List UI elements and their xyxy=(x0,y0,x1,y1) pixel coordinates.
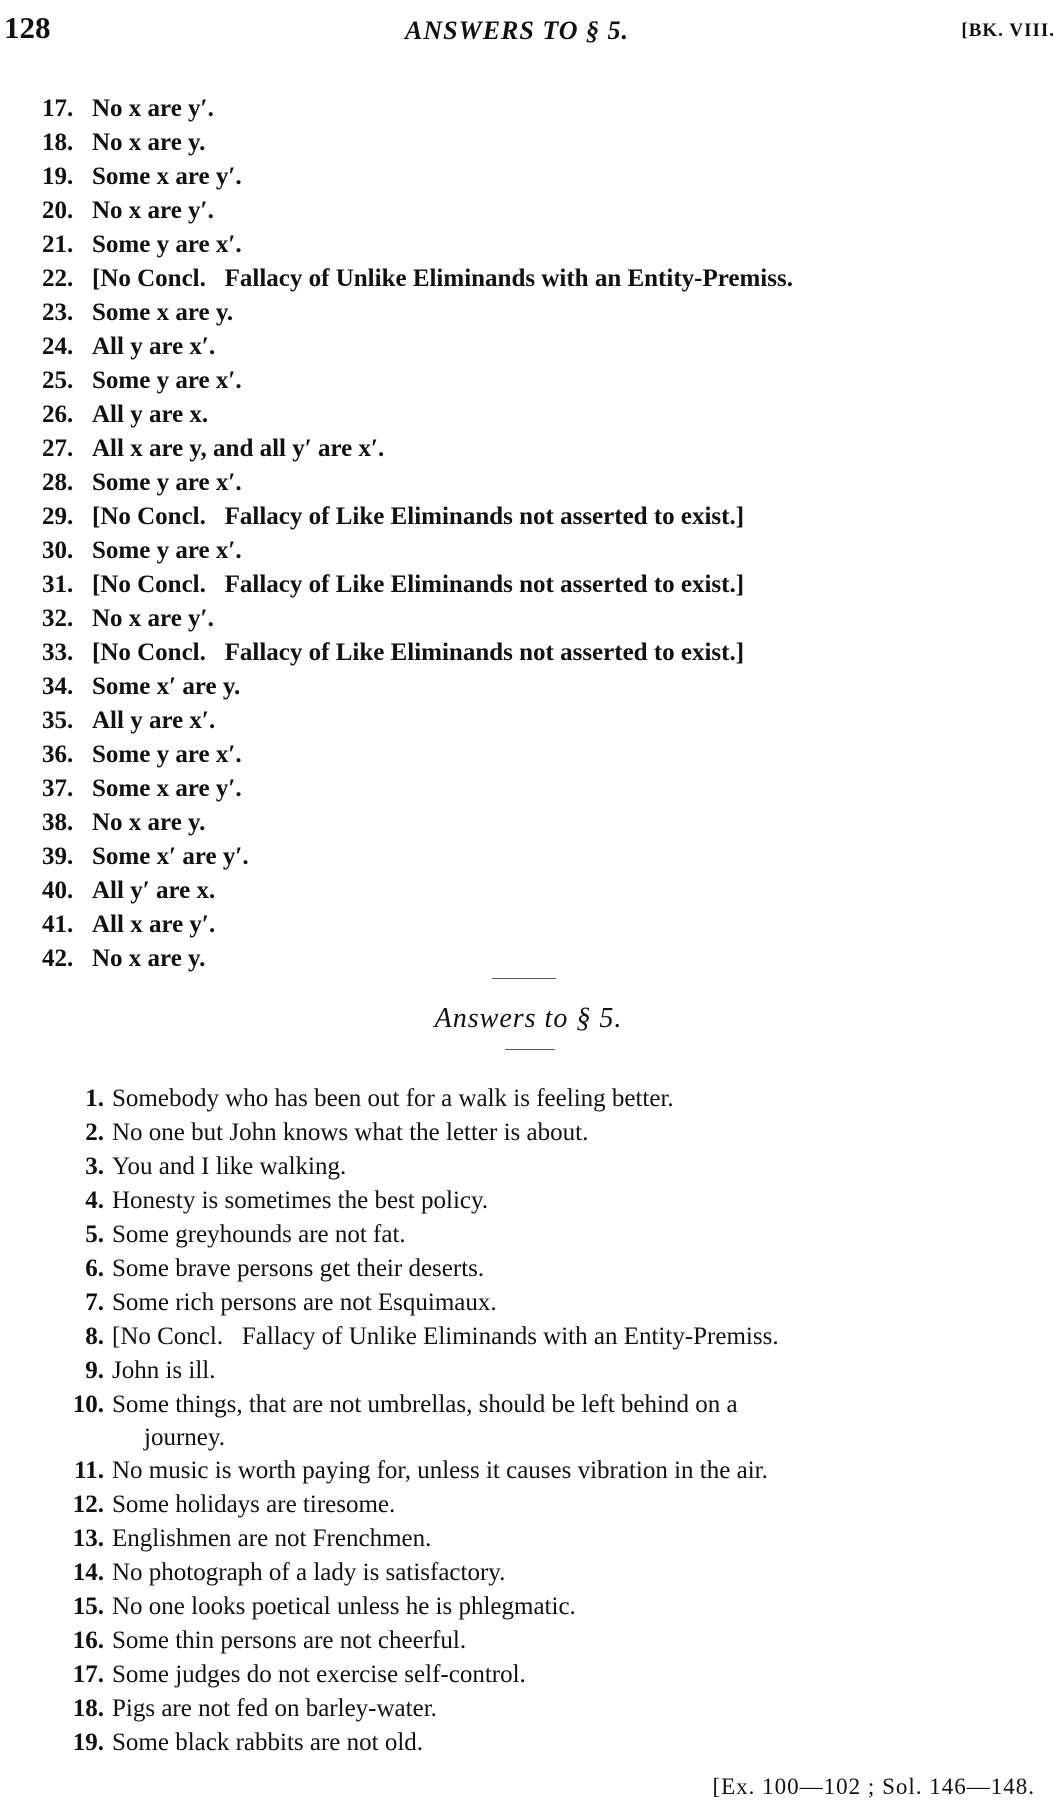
item-number: 23. xyxy=(42,299,74,326)
item-text: Englishmen are not Frenchmen. xyxy=(112,1525,432,1552)
answers-list-part2 xyxy=(52,1082,1057,1760)
list-item xyxy=(42,942,1052,976)
list-item xyxy=(42,908,1052,942)
item-text: [No Concl. Fallacy of Unlike Eliminands with an Entity-Premiss. xyxy=(112,1323,779,1350)
list-item xyxy=(52,1286,1057,1320)
item-number: 40. xyxy=(42,877,74,904)
list-item xyxy=(52,1556,1057,1590)
item-text: Some brave persons get their deserts. xyxy=(112,1255,485,1282)
item-number: 22. xyxy=(42,265,74,292)
list-item xyxy=(42,262,1052,296)
section-divider xyxy=(492,978,556,979)
list-item xyxy=(42,806,1052,840)
item-text: All x are y, and all y′ are x′. xyxy=(92,435,385,462)
item-number: 28. xyxy=(42,469,74,496)
item-number: 19. xyxy=(42,163,74,190)
item-number: 19. xyxy=(72,1729,104,1756)
item-text: No music is worth paying for, unless it causes vibration in the air. xyxy=(112,1457,768,1484)
list-item xyxy=(42,534,1052,568)
list-item xyxy=(42,160,1052,194)
list-item xyxy=(52,1116,1057,1150)
item-text: Pigs are not fed on barley-water. xyxy=(112,1695,437,1722)
item-text: Some x′ are y. xyxy=(92,673,241,700)
list-item xyxy=(42,874,1052,908)
item-number: 32. xyxy=(42,605,74,632)
item-text: No x are y. xyxy=(92,945,206,972)
item-number: 20. xyxy=(42,197,74,224)
item-text: All y are x′. xyxy=(92,707,216,734)
list-item xyxy=(42,670,1052,704)
item-text: Some greyhounds are not fat. xyxy=(112,1221,406,1248)
item-text: Some x are y′. xyxy=(92,163,242,190)
item-text: Some judges do not exercise self-control. xyxy=(112,1661,526,1688)
item-text: No x are y. xyxy=(92,129,206,156)
item-number: 36. xyxy=(42,741,74,768)
item-number: 33. xyxy=(42,639,74,666)
list-item xyxy=(42,194,1052,228)
item-text: You and I like walking. xyxy=(112,1153,347,1180)
item-number: 4. xyxy=(85,1187,104,1214)
item-text: Some holidays are tiresome. xyxy=(112,1491,396,1518)
item-text: Some thin persons are not cheerful. xyxy=(112,1627,467,1654)
item-number: 18. xyxy=(72,1695,104,1722)
list-item xyxy=(42,738,1052,772)
list-item xyxy=(42,466,1052,500)
item-text: No x are y′. xyxy=(92,197,214,224)
list-item xyxy=(52,1692,1057,1726)
item-text: Some y are x′. xyxy=(92,367,242,394)
item-number: 13. xyxy=(72,1525,104,1552)
page-header xyxy=(0,8,1057,58)
item-number: 26. xyxy=(42,401,74,428)
item-number: 7. xyxy=(85,1289,104,1316)
list-item xyxy=(52,1082,1057,1116)
item-text: No one but John knows what the letter is about. xyxy=(112,1119,589,1146)
item-number: 31. xyxy=(42,571,74,598)
item-number: 35. xyxy=(42,707,74,734)
item-text: Somebody who has been out for a walk is feeling better. xyxy=(112,1085,674,1112)
list-item xyxy=(42,330,1052,364)
item-number: 42. xyxy=(42,945,74,972)
item-text: [No Concl. Fallacy of Unlike Eliminands with an Entity-Premiss. xyxy=(92,265,793,292)
item-text: Honesty is sometimes the best policy. xyxy=(112,1187,489,1214)
item-text: Some y are x′. xyxy=(92,537,242,564)
item-number: 3. xyxy=(85,1153,104,1180)
item-text: No photograph of a lady is satisfactory. xyxy=(112,1559,506,1586)
item-number: 27. xyxy=(42,435,74,462)
item-text: Some y are x′. xyxy=(92,741,242,768)
item-text: No x are y. xyxy=(92,809,206,836)
item-text: No one looks poetical unless he is phlegmatic. xyxy=(112,1593,576,1620)
item-number: 11. xyxy=(74,1457,104,1484)
item-number: 29. xyxy=(42,503,74,530)
list-item xyxy=(42,398,1052,432)
item-text: All y are x′. xyxy=(92,333,216,360)
item-number: 41. xyxy=(42,911,74,938)
list-item xyxy=(52,1624,1057,1658)
item-number: 39. xyxy=(42,843,74,870)
list-item xyxy=(42,840,1052,874)
list-item xyxy=(42,568,1052,602)
list-item xyxy=(42,772,1052,806)
item-number: 2. xyxy=(85,1119,104,1146)
item-text: Some things, that are not umbrellas, should be left behind on a xyxy=(112,1391,738,1418)
item-number: 25. xyxy=(42,367,74,394)
list-item xyxy=(42,704,1052,738)
item-number: 12. xyxy=(72,1491,104,1518)
item-number: 34. xyxy=(42,673,74,700)
item-text: Some rich persons are not Esquimaux. xyxy=(112,1289,497,1316)
list-item xyxy=(42,500,1052,534)
item-text: John is ill. xyxy=(112,1357,216,1384)
list-item xyxy=(42,126,1052,160)
list-item xyxy=(52,1218,1057,1252)
list-item xyxy=(52,1388,1057,1454)
item-text: All x are y′. xyxy=(92,911,216,938)
item-text: [No Concl. Fallacy of Like Eliminands not asserted to exist.] xyxy=(92,503,745,530)
list-item xyxy=(52,1354,1057,1388)
footer-reference: [Ex. 100—102 ; Sol. 146—148. xyxy=(712,1774,1035,1799)
item-number: 6. xyxy=(85,1255,104,1282)
answers-list-part1 xyxy=(42,92,1052,976)
item-text: Some x′ are y′. xyxy=(92,843,249,870)
item-number: 9. xyxy=(85,1357,104,1384)
section-title: Answers to § 5. xyxy=(434,1003,623,1034)
item-number: 37. xyxy=(42,775,74,802)
item-text: [No Concl. Fallacy of Like Eliminands not asserted to exist.] xyxy=(92,571,745,598)
item-text: All y′ are x. xyxy=(92,877,216,904)
item-number: 18. xyxy=(42,129,74,156)
item-text: Some x are y. xyxy=(92,299,234,326)
list-item xyxy=(42,432,1052,466)
item-text: Some black rabbits are not old. xyxy=(112,1729,424,1756)
list-item xyxy=(52,1488,1057,1522)
list-item xyxy=(42,636,1052,670)
list-item xyxy=(52,1150,1057,1184)
item-number: 17. xyxy=(72,1661,104,1688)
running-title: ANSWERS TO § 5. xyxy=(405,16,630,45)
list-item xyxy=(52,1522,1057,1556)
list-item xyxy=(52,1658,1057,1692)
item-text: Some y are x′. xyxy=(92,469,242,496)
item-text: [No Concl. Fallacy of Like Eliminands not asserted to exist.] xyxy=(92,639,745,666)
list-item xyxy=(42,364,1052,398)
item-number: 24. xyxy=(42,333,74,360)
book-reference: [BK. VIII. xyxy=(961,20,1055,41)
item-text-continuation: journey. xyxy=(144,1424,225,1451)
list-item xyxy=(42,296,1052,330)
item-number: 16. xyxy=(72,1627,104,1654)
list-item xyxy=(52,1590,1057,1624)
item-number: 5. xyxy=(85,1221,104,1248)
item-number: 10. xyxy=(72,1391,104,1418)
item-number: 38. xyxy=(42,809,74,836)
item-number: 8. xyxy=(85,1323,104,1350)
list-item xyxy=(52,1320,1057,1354)
item-number: 15. xyxy=(72,1593,104,1620)
list-item xyxy=(52,1726,1057,1760)
item-number: 1. xyxy=(85,1085,104,1112)
list-item xyxy=(52,1454,1057,1488)
item-number: 21. xyxy=(42,231,74,258)
item-number: 14. xyxy=(72,1559,104,1586)
list-item xyxy=(42,92,1052,126)
item-number: 17. xyxy=(42,95,74,122)
list-item xyxy=(42,228,1052,262)
page-number: 128 xyxy=(4,10,51,45)
title-underline xyxy=(505,1049,555,1050)
item-text: No x are y′. xyxy=(92,605,214,632)
item-text: Some y are x′. xyxy=(92,231,242,258)
item-text: No x are y′. xyxy=(92,95,214,122)
item-text: All y are x. xyxy=(92,401,209,428)
list-item xyxy=(52,1184,1057,1218)
list-item xyxy=(42,602,1052,636)
list-item xyxy=(52,1252,1057,1286)
item-number: 30. xyxy=(42,537,74,564)
item-text: Some x are y′. xyxy=(92,775,242,802)
